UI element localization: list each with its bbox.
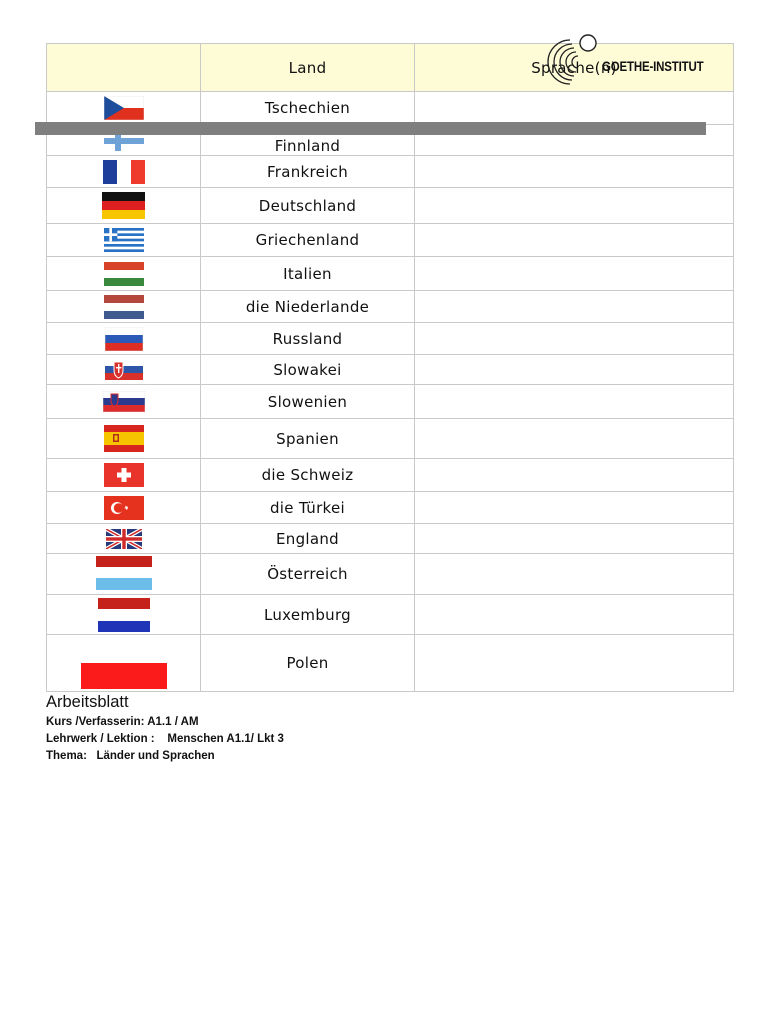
land-cell: Russland: [201, 323, 415, 355]
table-row: [47, 156, 734, 188]
flag-cell: [47, 323, 201, 355]
land-cell: Spanien: [201, 419, 415, 459]
sprache-input-cell[interactable]: [415, 419, 734, 459]
sprache-input-cell[interactable]: [415, 291, 734, 323]
table-row: [47, 188, 734, 224]
land-cell: Luxemburg: [201, 595, 415, 635]
sprache-input-cell[interactable]: [415, 635, 734, 692]
land-cell: Slowenien: [201, 385, 415, 419]
topic-line: Thema: Länder und Sprachen: [46, 750, 215, 762]
course-author-line: Kurs /Verfasserin: A1.1 / AM: [46, 716, 199, 728]
table-row: [47, 257, 734, 291]
land-cell: die Türkei: [201, 492, 415, 524]
sprache-input-cell[interactable]: [415, 459, 734, 492]
table-row: [47, 492, 734, 524]
spanish-flag-icon: [104, 425, 144, 452]
table-row: [47, 554, 734, 595]
greek-flag-icon: [104, 228, 144, 252]
flag-cell: [47, 459, 201, 492]
flag-column-header: [47, 44, 201, 92]
countries-table: [46, 43, 734, 692]
textbook-lesson-line: Lehrwerk / Lektion : Menschen A1.1/ Lkt 3: [46, 733, 284, 745]
flag-cell: [47, 419, 201, 459]
flag-cell: [47, 385, 201, 419]
land-column-header: Land: [201, 44, 415, 92]
austrian-flag-icon: [96, 556, 152, 593]
flag-cell: [47, 156, 201, 188]
land-cell: Slowakei: [201, 355, 415, 385]
worksheet-footer: [46, 693, 284, 765]
table-row: [47, 459, 734, 492]
flag-cell: [47, 188, 201, 224]
turkish-flag-icon: [104, 496, 144, 520]
land-cell: Frankreich: [201, 156, 415, 188]
flag-cell: [47, 554, 201, 595]
sprache-input-cell[interactable]: [415, 156, 734, 188]
land-cell: Österreich: [201, 554, 415, 595]
french-flag-icon: [103, 160, 145, 184]
worksheet-title: Arbeitsblatt: [46, 693, 129, 711]
swiss-flag-icon: [104, 463, 144, 487]
sprache-input-cell[interactable]: [415, 492, 734, 524]
table-row: [47, 323, 734, 355]
table-row: [47, 385, 734, 419]
sprache-input-cell[interactable]: [415, 257, 734, 291]
flag-cell: [47, 291, 201, 323]
table-row: [47, 635, 734, 692]
sprache-input-cell[interactable]: [415, 323, 734, 355]
flag-cell: [47, 595, 201, 635]
luxembourg-flag-icon: [98, 598, 150, 632]
union-jack-flag-icon: [106, 529, 142, 549]
land-cell: Polen: [201, 635, 415, 692]
sprache-input-cell[interactable]: [415, 524, 734, 554]
sprache-input-cell[interactable]: [415, 385, 734, 419]
sprache-input-cell[interactable]: [415, 92, 734, 125]
sprache-input-cell[interactable]: [415, 188, 734, 224]
land-cell: England: [201, 524, 415, 554]
land-cell: Deutschland: [201, 188, 415, 224]
flag-cell: [47, 92, 201, 125]
land-cell: die Niederlande: [201, 291, 415, 323]
table-row: [47, 291, 734, 323]
german-flag-icon: [102, 192, 145, 219]
flag-cell: [47, 224, 201, 257]
land-cell: Tschechien: [201, 92, 415, 125]
slovak-flag-icon: [105, 359, 143, 380]
table-row: [47, 224, 734, 257]
flag-cell: [47, 635, 201, 692]
land-cell: die Schweiz: [201, 459, 415, 492]
italian-flag-icon: [104, 262, 144, 286]
flag-cell: [47, 492, 201, 524]
table-row: [47, 355, 734, 385]
russian-flag-icon: [105, 327, 143, 351]
sprache-input-cell[interactable]: [415, 224, 734, 257]
table-row: [47, 524, 734, 554]
table-row: [47, 419, 734, 459]
flag-cell: [47, 355, 201, 385]
polish-flag-icon: [81, 637, 167, 689]
sprache-input-cell[interactable]: [415, 554, 734, 595]
czech-flag-icon: [104, 96, 144, 120]
flag-cell: [47, 524, 201, 554]
land-cell: Italien: [201, 257, 415, 291]
dutch-flag-icon: [104, 295, 144, 319]
table-row: [47, 92, 734, 125]
land-cell: Griechenland: [201, 224, 415, 257]
slovenian-flag-icon: [103, 391, 145, 412]
sprache-input-cell[interactable]: [415, 355, 734, 385]
land-cell: Finnland: [201, 125, 415, 156]
sprache-input-cell[interactable]: [415, 595, 734, 635]
flag-cell: [47, 257, 201, 291]
goethe-institut-wordmark: GOETHE-INSTITUT: [602, 58, 704, 74]
table-row: [47, 595, 734, 635]
sprache-column-header: Sprache(n): [415, 44, 734, 92]
grey-overlay-bar: [35, 122, 706, 135]
